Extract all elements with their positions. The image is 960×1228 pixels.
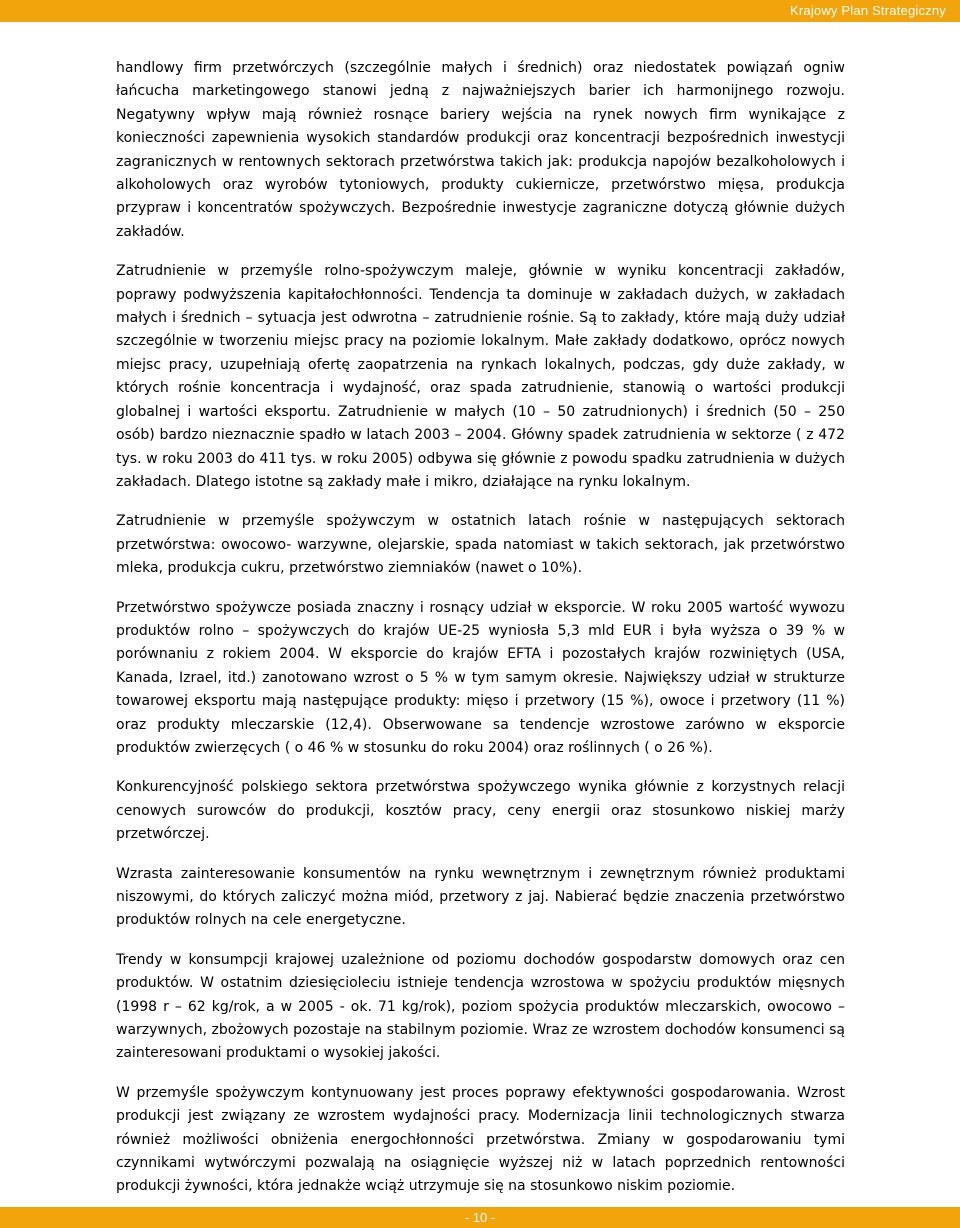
paragraph-7: Trendy w konsumpcji krajowej uzależnione od poziomu dochodów gospodarstw domowych oraz cen produktów. W ostatnim dziesięcioleciu istnieje tendencja wzrostowa w spożyciu produktów mięsnych (1998 r – 62 kg/rok, a w 2005 - ok. 71 kg/rok), poziom spożycia produktów mleczarskich, owocowo – warzywnych, zbożowych pozostaje na stabilnym poziomie. Wraz ze wzrostem dochodów konsumenci są zainteresowani produktami o wysokiej jakości. <box>116 951 845 1062</box>
paragraph-1: handlowy firm przetwórczych (szczególnie małych i średnich) oraz niedostatek powiązań ogniw łańcucha marketingowego stanowi jedną z najważniejszych barier ich harmonijnego rozwoju. Negatywny wpływ mają również rosnące bariery wejścia na rynek nowych firm wynikające z konieczności zapewnienia wysokich standardów produkcji oraz koncentracji bezpośrednich inwestycji zagranicznych w rentownych sektorach przetwórstwa takich jak: produkcja napojów bezalkoholowych i alkoholowych oraz wyrobów tytoniowych, produkty cukiernicze, przetwórstwo mięsa, produkcja przypraw i koncentratów spożywczych. Bezpośrednie inwestycje zagraniczne dotyczą głównie dużych zakładów. <box>116 60 845 240</box>
paragraph-8: W przemyśle spożywczym kontynuowany jest proces poprawy efektywności gospodarowania. Wzrost produkcji jest związany ze wzrostem wydajności pracy. Modernizacja linii technologicznych stwarza również możliwości obniżenia energochłonności przetwórstwa. Zmiany w gospodarowaniu tymi czynnikami wytwórczymi pozwalają na osiągnięcie wyższej niż w latach poprzednich rentowności produkcji żywności, która jednakże wciąż utrzymuje się na stosunkowo niskim poziomie. <box>116 1084 845 1195</box>
header-bar <box>0 0 960 22</box>
paragraph-5: Konkurencyjność polskiego sektora przetwórstwa spożywczego wynika głównie z korzystnych relacji cenowych surowców do produkcji, kosztów pracy, ceny energii oraz stosunkowo niskiej marży przetwórczej. <box>116 779 845 843</box>
document-body <box>116 57 845 1215</box>
paragraph-6: Wzrasta zainteresowanie konsumentów na rynku wewnętrznym i zewnętrznym również produktami niszowymi, do których zaliczyć można miód, przetwory z jaj. Nabierać będzie znaczenia przetwórstwo produktów rolnych na cele energetyczne. <box>116 865 845 929</box>
paragraph-3: Zatrudnienie w przemyśle spożywczym w ostatnich latach rośnie w następujących sektorach przetwórstwa: owocowo- warzywne, olejarskie, spada natomiast w takich sektorach, jak przetwórstwo mleka, produkcja cukru, przetwórstwo ziemniaków (nawet o 10%). <box>116 513 845 577</box>
paragraph-2: Zatrudnienie w przemyśle rolno-spożywczym maleje, głównie w wyniku koncentracji zakładów, poprawy podwyższenia kapitałochłonności. Tendencja ta dominuje w zakładach dużych, w zakładach małych i średnich – sytuacja jest odwrotna – zatrudnienie rośnie. Są to zakłady, które mają duży udział szczególnie w tworzeniu miejsc pracy na poziomie lokalnym. Małe zakłady dodatkowo, oprócz nowych miejsc pracy, uzupełniają ofertę zaopatrzenia na rynkach lokalnych, podczas, gdy duże zakłady, w których rośnie koncentracja i wydajność, oraz spada zatrudnienie, stanowią o wartości produkcji globalnej i wartości eksportu. Zatrudnienie w małych (10 – 50 zatrudnionych) i średnich (50 – 250 osób) bardzo nieznacznie spadło w latach 2003 – 2004. Główny spadek zatrudnienia w sektorze ( z 472 tys. w roku 2003 do 411 tys. w roku 2005) odbywa się głównie z powodu spadku zatrudnienia w dużych zakładach. Dlatego istotne są zakłady małe i mikro, działające na rynku lokalnym. <box>116 263 845 490</box>
document-title: Krajowy Plan Strategiczny <box>789 3 946 18</box>
page-number: - 10 - <box>464 1210 496 1225</box>
paragraph-4: Przetwórstwo spożywcze posiada znaczny i rosnący udział w eksporcie. W roku 2005 wartość wywozu produktów rolno – spożywczych do krajów UE-25 wyniosła 5,3 mld EUR i była wyższa o 39 % w porównaniu z rokiem 2004. W eksporcie do krajów EFTA i pozostałych krajów rozwiniętych (USA, Kanada, Izrael, itd.) zanotowano wzrost o 5 % w tym samym okresie. Największy udział w strukturze towarowej eksportu mają następujące produkty: mięso i przetwory (15 %), owoce i przetwory (11 %) oraz produkty mleczarskie (12,4). Obserwowane sa tendencje wzrostowe zarówno w eksporcie produktów zwierzęcych ( o 46 % w stosunku do roku 2004) oraz roślinnych ( o 26 %). <box>116 599 845 756</box>
